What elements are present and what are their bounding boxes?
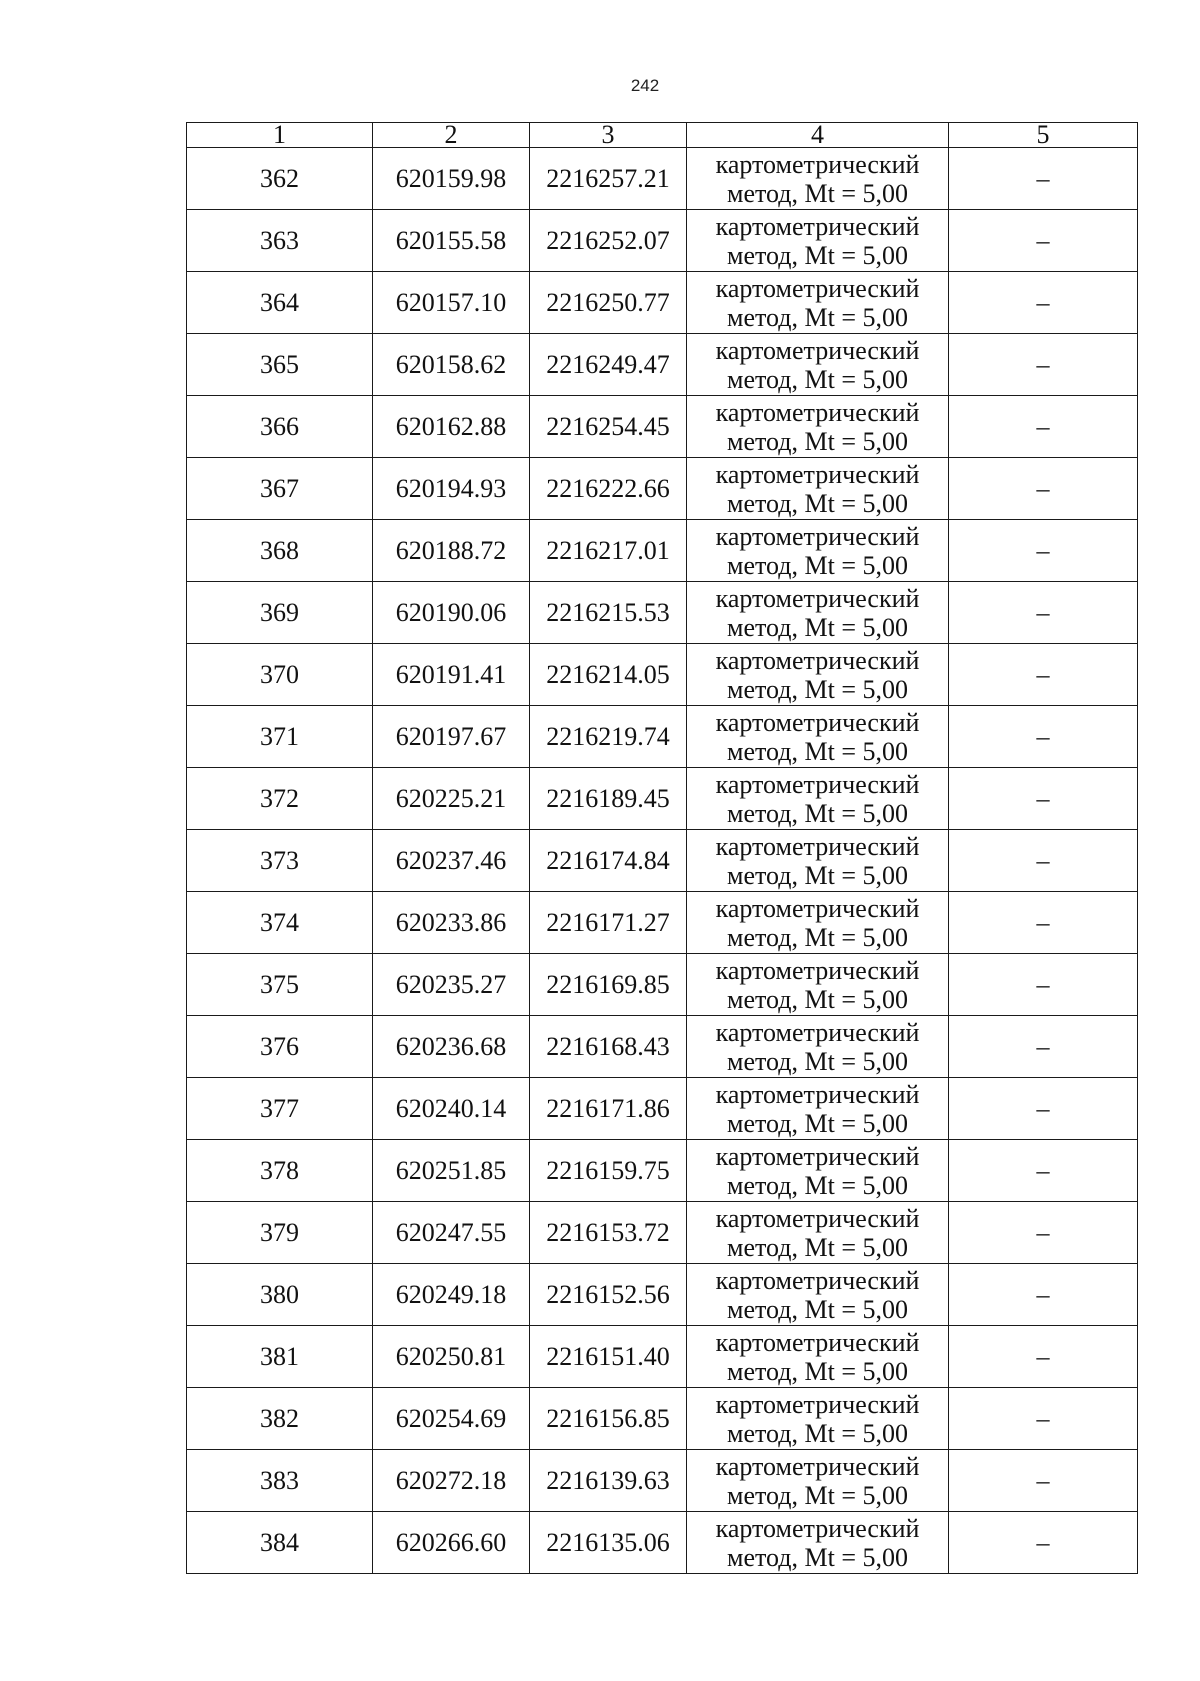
point-number-cell: 372 xyxy=(187,768,373,830)
note-cell: – xyxy=(949,210,1138,272)
y-coordinate-cell: 2216249.47 xyxy=(530,334,687,396)
method-line-2: метод, Mt = 5,00 xyxy=(727,1170,908,1200)
table-row xyxy=(187,396,1138,458)
method-line-2: метод, Mt = 5,00 xyxy=(727,302,908,332)
method-cell xyxy=(687,582,949,644)
note-cell: – xyxy=(949,1388,1138,1450)
y-coordinate-cell: 2216254.45 xyxy=(530,396,687,458)
method-cell xyxy=(687,148,949,210)
method-cell xyxy=(687,954,949,1016)
method-cell xyxy=(687,272,949,334)
y-coordinate-cell: 2216156.85 xyxy=(530,1388,687,1450)
x-coordinate-cell: 620162.88 xyxy=(373,396,530,458)
method-line-1: картометрический xyxy=(715,1079,920,1109)
note-cell: – xyxy=(949,396,1138,458)
method-cell xyxy=(687,768,949,830)
x-coordinate-cell: 620251.85 xyxy=(373,1140,530,1202)
method-cell xyxy=(687,1140,949,1202)
point-number-cell: 370 xyxy=(187,644,373,706)
note-cell: – xyxy=(949,148,1138,210)
y-coordinate-cell: 2216174.84 xyxy=(530,830,687,892)
point-number-cell: 379 xyxy=(187,1202,373,1264)
method-line-2: метод, Mt = 5,00 xyxy=(727,798,908,828)
method-cell xyxy=(687,1512,949,1574)
x-coordinate-cell: 620247.55 xyxy=(373,1202,530,1264)
y-coordinate-cell: 2216252.07 xyxy=(530,210,687,272)
table-row xyxy=(187,706,1138,768)
x-coordinate-cell: 620233.86 xyxy=(373,892,530,954)
note-cell: – xyxy=(949,706,1138,768)
point-number-cell: 365 xyxy=(187,334,373,396)
note-cell: – xyxy=(949,644,1138,706)
y-coordinate-cell: 2216153.72 xyxy=(530,1202,687,1264)
table-row xyxy=(187,210,1138,272)
x-coordinate-cell: 620188.72 xyxy=(373,520,530,582)
table-row xyxy=(187,892,1138,954)
note-cell: – xyxy=(949,520,1138,582)
point-number-cell: 363 xyxy=(187,210,373,272)
table-row xyxy=(187,148,1138,210)
method-line-2: метод, Mt = 5,00 xyxy=(727,426,908,456)
y-coordinate-cell: 2216168.43 xyxy=(530,1016,687,1078)
y-coordinate-cell: 2216151.40 xyxy=(530,1326,687,1388)
x-coordinate-cell: 620191.41 xyxy=(373,644,530,706)
point-number-cell: 362 xyxy=(187,148,373,210)
method-line-2: метод, Mt = 5,00 xyxy=(727,612,908,642)
table-row xyxy=(187,1202,1138,1264)
method-line-1: картометрический xyxy=(715,645,920,675)
method-line-1: картометрический xyxy=(715,397,920,427)
x-coordinate-cell: 620159.98 xyxy=(373,148,530,210)
table-row xyxy=(187,768,1138,830)
x-coordinate-cell: 620266.60 xyxy=(373,1512,530,1574)
point-number-cell: 376 xyxy=(187,1016,373,1078)
y-coordinate-cell: 2216215.53 xyxy=(530,582,687,644)
x-coordinate-cell: 620254.69 xyxy=(373,1388,530,1450)
header-cell: 5 xyxy=(949,123,1138,148)
method-cell xyxy=(687,1078,949,1140)
x-coordinate-cell: 620155.58 xyxy=(373,210,530,272)
method-cell xyxy=(687,396,949,458)
method-cell xyxy=(687,1326,949,1388)
table-row xyxy=(187,1140,1138,1202)
method-line-2: метод, Mt = 5,00 xyxy=(727,1418,908,1448)
header-cell: 4 xyxy=(687,123,949,148)
method-line-2: метод, Mt = 5,00 xyxy=(727,1108,908,1138)
method-cell xyxy=(687,1202,949,1264)
point-number-cell: 373 xyxy=(187,830,373,892)
x-coordinate-cell: 620225.21 xyxy=(373,768,530,830)
note-cell: – xyxy=(949,1016,1138,1078)
x-coordinate-cell: 620235.27 xyxy=(373,954,530,1016)
method-cell xyxy=(687,830,949,892)
method-line-2: метод, Mt = 5,00 xyxy=(727,860,908,890)
method-cell xyxy=(687,458,949,520)
note-cell: – xyxy=(949,1078,1138,1140)
method-line-1: картометрический xyxy=(715,273,920,303)
y-coordinate-cell: 2216214.05 xyxy=(530,644,687,706)
table-row xyxy=(187,644,1138,706)
note-cell: – xyxy=(949,1202,1138,1264)
x-coordinate-cell: 620190.06 xyxy=(373,582,530,644)
method-line-2: метод, Mt = 5,00 xyxy=(727,674,908,704)
x-coordinate-cell: 620158.62 xyxy=(373,334,530,396)
method-line-1: картометрический xyxy=(715,1327,920,1357)
method-line-1: картометрический xyxy=(715,1017,920,1047)
table-body xyxy=(187,120,1138,1574)
y-coordinate-cell: 2216217.01 xyxy=(530,520,687,582)
point-number-cell: 364 xyxy=(187,272,373,334)
note-cell: – xyxy=(949,272,1138,334)
method-cell xyxy=(687,706,949,768)
method-line-2: метод, Mt = 5,00 xyxy=(727,364,908,394)
page-number: 242 xyxy=(630,76,660,95)
point-number-cell: 369 xyxy=(187,582,373,644)
table-row xyxy=(187,520,1138,582)
method-line-1: картометрический xyxy=(715,707,920,737)
method-line-1: картометрический xyxy=(715,1141,920,1171)
method-cell xyxy=(687,210,949,272)
method-line-1: картометрический xyxy=(715,335,920,365)
note-cell: – xyxy=(949,1140,1138,1202)
table-row xyxy=(187,582,1138,644)
method-line-1: картометрический xyxy=(715,893,920,923)
method-cell xyxy=(687,644,949,706)
point-number-cell: 381 xyxy=(187,1326,373,1388)
point-number-cell: 382 xyxy=(187,1388,373,1450)
method-line-1: картометрический xyxy=(715,459,920,489)
point-number-cell: 371 xyxy=(187,706,373,768)
point-number-cell: 374 xyxy=(187,892,373,954)
table-row xyxy=(187,954,1138,1016)
method-line-1: картометрический xyxy=(715,769,920,799)
method-cell xyxy=(687,334,949,396)
method-line-2: метод, Mt = 5,00 xyxy=(727,1480,908,1510)
table-row xyxy=(187,458,1138,520)
x-coordinate-cell: 620240.14 xyxy=(373,1078,530,1140)
point-number-cell: 366 xyxy=(187,396,373,458)
point-number-cell: 384 xyxy=(187,1512,373,1574)
note-cell: – xyxy=(949,892,1138,954)
method-line-2: метод, Mt = 5,00 xyxy=(727,1356,908,1386)
method-line-2: метод, Mt = 5,00 xyxy=(727,984,908,1014)
table-row xyxy=(187,1326,1138,1388)
point-number-cell: 368 xyxy=(187,520,373,582)
method-line-2: метод, Mt = 5,00 xyxy=(727,1542,908,1572)
x-coordinate-cell: 620157.10 xyxy=(373,272,530,334)
table-row xyxy=(187,1450,1138,1512)
x-coordinate-cell: 620237.46 xyxy=(373,830,530,892)
method-line-1: картометрический xyxy=(715,583,920,613)
y-coordinate-cell: 2216257.21 xyxy=(530,148,687,210)
x-coordinate-cell: 620249.18 xyxy=(373,1264,530,1326)
method-line-1: картометрический xyxy=(715,1203,920,1233)
y-coordinate-cell: 2216159.75 xyxy=(530,1140,687,1202)
note-cell: – xyxy=(949,1264,1138,1326)
method-line-1: картометрический xyxy=(715,1451,920,1481)
note-cell: – xyxy=(949,768,1138,830)
method-line-1: картометрический xyxy=(715,955,920,985)
note-cell: – xyxy=(949,1512,1138,1574)
y-coordinate-cell: 2216219.74 xyxy=(530,706,687,768)
method-line-2: метод, Mt = 5,00 xyxy=(727,488,908,518)
method-line-2: метод, Mt = 5,00 xyxy=(727,178,908,208)
point-number-cell: 380 xyxy=(187,1264,373,1326)
point-number-cell: 377 xyxy=(187,1078,373,1140)
note-cell: – xyxy=(949,582,1138,644)
table-row xyxy=(187,1078,1138,1140)
table-header-row xyxy=(187,123,1138,148)
point-number-cell: 367 xyxy=(187,458,373,520)
method-line-1: картометрический xyxy=(715,831,920,861)
method-cell xyxy=(687,520,949,582)
method-line-1: картометрический xyxy=(715,521,920,551)
method-line-2: метод, Mt = 5,00 xyxy=(727,1294,908,1324)
method-line-1: картометрический xyxy=(715,211,920,241)
method-cell xyxy=(687,1264,949,1326)
x-coordinate-cell: 620250.81 xyxy=(373,1326,530,1388)
table-row xyxy=(187,272,1138,334)
note-cell: – xyxy=(949,334,1138,396)
coordinates-table xyxy=(186,122,1138,1574)
point-number-cell: 383 xyxy=(187,1450,373,1512)
method-line-2: метод, Mt = 5,00 xyxy=(727,1232,908,1262)
method-cell xyxy=(687,1388,949,1450)
method-line-1: картометрический xyxy=(715,1389,920,1419)
method-line-1: картометрический xyxy=(715,149,920,179)
y-coordinate-cell: 2216169.85 xyxy=(530,954,687,1016)
table-row xyxy=(187,1016,1138,1078)
table-row xyxy=(187,830,1138,892)
method-line-2: метод, Mt = 5,00 xyxy=(727,736,908,766)
x-coordinate-cell: 620197.67 xyxy=(373,706,530,768)
y-coordinate-cell: 2216135.06 xyxy=(530,1512,687,1574)
table-row xyxy=(187,1264,1138,1326)
point-number-cell: 375 xyxy=(187,954,373,1016)
method-line-2: метод, Mt = 5,00 xyxy=(727,550,908,580)
table-row xyxy=(187,1388,1138,1450)
y-coordinate-cell: 2216250.77 xyxy=(530,272,687,334)
method-line-1: картометрический xyxy=(715,1265,920,1295)
point-number-cell: 378 xyxy=(187,1140,373,1202)
note-cell: – xyxy=(949,1450,1138,1512)
header-cell: 1 xyxy=(187,123,373,148)
x-coordinate-cell: 620236.68 xyxy=(373,1016,530,1078)
table-row xyxy=(187,334,1138,396)
method-line-2: метод, Mt = 5,00 xyxy=(727,240,908,270)
note-cell: – xyxy=(949,830,1138,892)
method-cell xyxy=(687,1450,949,1512)
header-cell: 2 xyxy=(373,123,530,148)
y-coordinate-cell: 2216189.45 xyxy=(530,768,687,830)
method-cell xyxy=(687,892,949,954)
method-line-2: метод, Mt = 5,00 xyxy=(727,1046,908,1076)
y-coordinate-cell: 2216222.66 xyxy=(530,458,687,520)
header-cell: 3 xyxy=(530,123,687,148)
note-cell: – xyxy=(949,1326,1138,1388)
y-coordinate-cell: 2216152.56 xyxy=(530,1264,687,1326)
note-cell: – xyxy=(949,954,1138,1016)
y-coordinate-cell: 2216171.27 xyxy=(530,892,687,954)
method-line-1: картометрический xyxy=(715,1513,920,1543)
method-line-2: метод, Mt = 5,00 xyxy=(727,922,908,952)
x-coordinate-cell: 620272.18 xyxy=(373,1450,530,1512)
y-coordinate-cell: 2216171.86 xyxy=(530,1078,687,1140)
x-coordinate-cell: 620194.93 xyxy=(373,458,530,520)
note-cell: – xyxy=(949,458,1138,520)
method-cell xyxy=(687,1016,949,1078)
y-coordinate-cell: 2216139.63 xyxy=(530,1450,687,1512)
table-row xyxy=(187,1512,1138,1574)
